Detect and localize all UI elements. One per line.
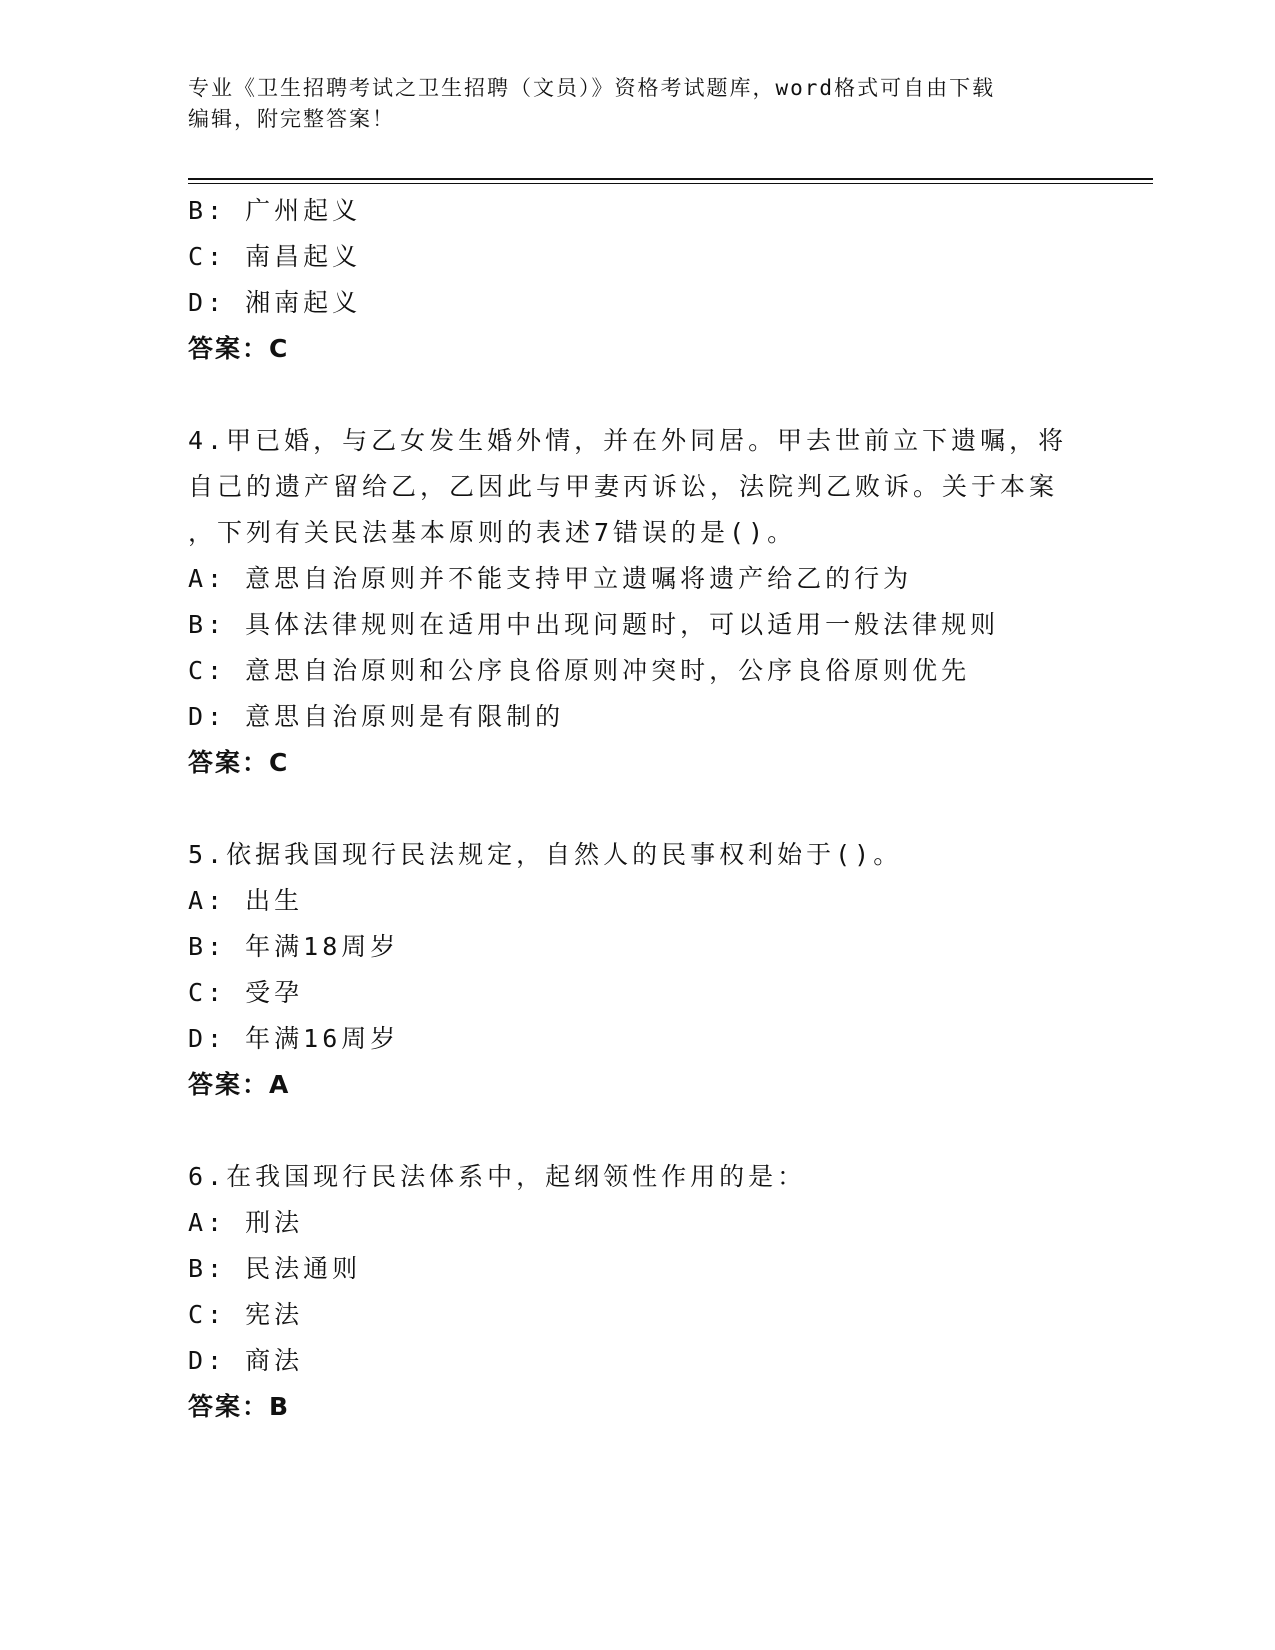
option-b: B: 民法通则 xyxy=(188,1254,362,1283)
question-3 xyxy=(188,188,1088,372)
option-a: A: 刑法 xyxy=(188,1208,304,1237)
option-c: C: 宪法 xyxy=(188,1300,304,1329)
option-c: C: 受孕 xyxy=(188,978,304,1007)
option-b: B: 年满18周岁 xyxy=(188,932,400,961)
question-4 xyxy=(188,418,1088,786)
question-stem-line: 4.甲已婚，与乙女发生婚外情，并在外同居。甲去世前立下遗嘱，将 xyxy=(188,426,1068,455)
question-list xyxy=(188,188,1088,1430)
question-stem-line: 自己的遗产留给乙，乙因此与甲妻丙诉讼，法院判乙败诉。关于本案 xyxy=(188,472,1059,501)
question-stem-line: 5.依据我国现行民法规定，自然人的民事权利始于()。 xyxy=(188,840,903,869)
option-c: C: 南昌起义 xyxy=(188,242,362,271)
option-d: D: 意思自治原则是有限制的 xyxy=(188,702,565,731)
spacer xyxy=(188,1108,1088,1154)
question-5 xyxy=(188,832,1088,1108)
option-d: D: 商法 xyxy=(188,1346,304,1375)
option-b: B: 广州起义 xyxy=(188,196,362,225)
option-a: A: 意思自治原则并不能支持甲立遗嘱将遗产给乙的行为 xyxy=(188,564,913,593)
answer: 答案：A xyxy=(188,1070,291,1099)
answer: 答案：B xyxy=(188,1392,291,1421)
header-divider-thick xyxy=(188,178,1153,180)
option-c: C: 意思自治原则和公序良俗原则冲突时，公序良俗原则优先 xyxy=(188,656,971,685)
document-header: 专业《卫生招聘考试之卫生招聘（文员）》资格考试题库，word格式可自由下载 编辑，附完整答案！ xyxy=(188,76,996,131)
option-d: D: 湘南起义 xyxy=(188,288,362,317)
question-stem-line: ，下列有关民法基本原则的表述7错误的是()。 xyxy=(188,518,797,547)
answer: 答案：C xyxy=(188,334,290,363)
option-b: B: 具体法律规则在适用中出现问题时，可以适用一般法律规则 xyxy=(188,610,1000,639)
spacer xyxy=(188,786,1088,832)
option-d: D: 年满16周岁 xyxy=(188,1024,400,1053)
answer: 答案：C xyxy=(188,748,290,777)
option-a: A: 出生 xyxy=(188,886,304,915)
header-divider-thin xyxy=(188,183,1153,184)
question-6 xyxy=(188,1154,1088,1430)
spacer xyxy=(188,372,1088,418)
question-stem-line: 6.在我国现行民法体系中，起纲领性作用的是： xyxy=(188,1162,807,1191)
